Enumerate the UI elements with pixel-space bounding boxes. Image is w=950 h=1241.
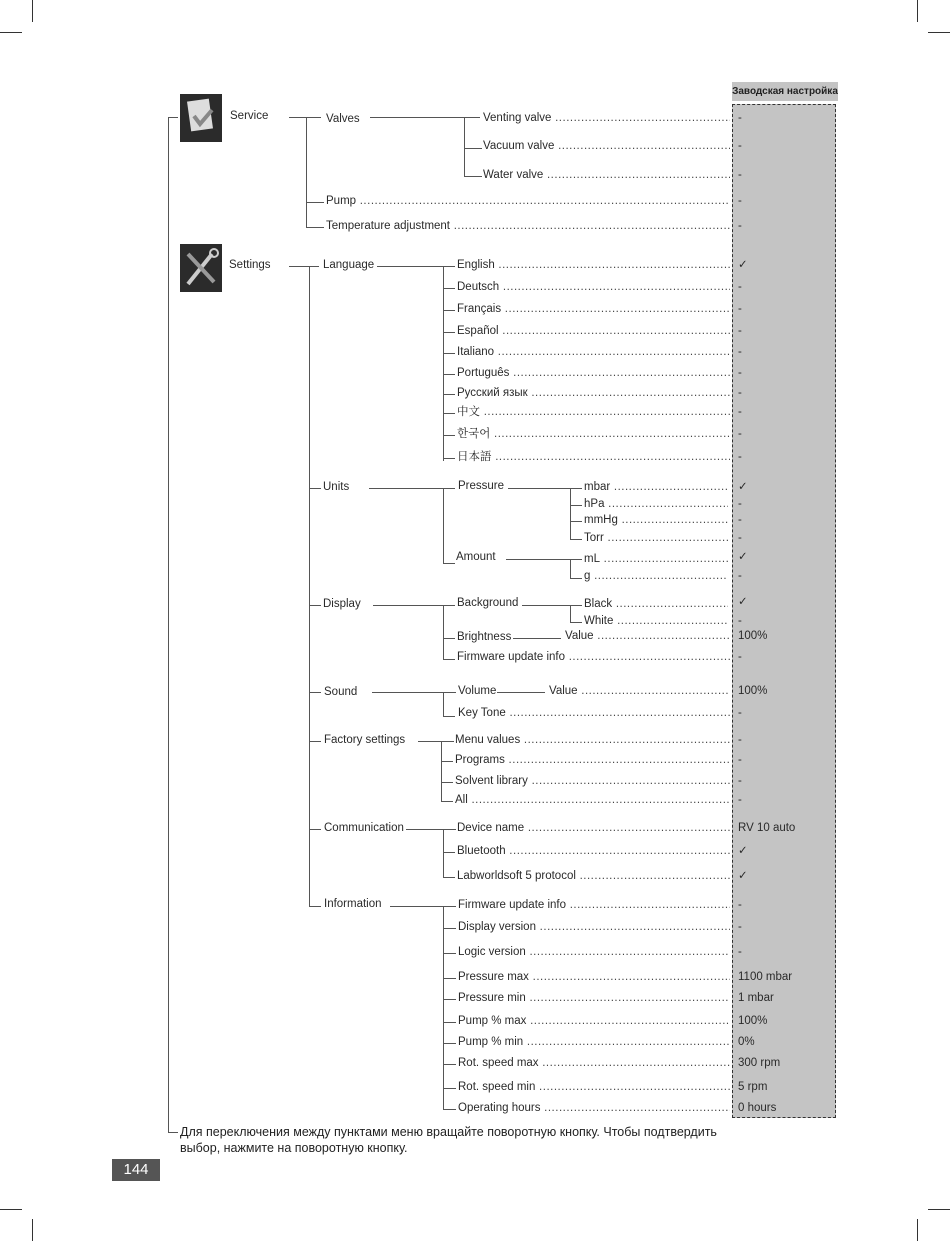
vacuum-valve-label: Vacuum valve ..... (483, 139, 730, 153)
information-item-value: 5 rpm (738, 1081, 768, 1093)
tree-line (309, 692, 321, 693)
background-white-value: - (738, 615, 742, 627)
tree-line (443, 928, 456, 929)
language-option-value: - (738, 303, 742, 315)
information-item-value: 0 hours (738, 1102, 777, 1114)
tree-line (443, 999, 456, 1000)
tree-line (443, 353, 455, 354)
pressure-unit-label: Torr ..... (584, 531, 728, 545)
tree-line (441, 761, 453, 762)
crop-mark (32, 0, 33, 22)
background-black-value: ✓ (738, 596, 748, 608)
tree-line (443, 394, 455, 395)
crop-mark (928, 1209, 950, 1210)
tree-line (443, 1043, 456, 1044)
communication-item-label: Labworldsoft 5 protocol ..... (457, 869, 730, 883)
pressure-unit-value: - (738, 514, 742, 526)
menu-background: Background (457, 597, 519, 609)
tree-line (443, 458, 455, 459)
menu-information: Information (324, 898, 382, 910)
language-option-value: - (738, 428, 742, 440)
pump-label: Pump ..... (326, 194, 730, 208)
tree-line (443, 374, 455, 375)
tree-line (443, 332, 455, 333)
factory-item-label: Programs ..... (455, 753, 730, 767)
venting-valve-value: - (738, 112, 742, 124)
tree-line (443, 829, 455, 830)
tree-line (570, 578, 582, 579)
language-option-label: English ..... (457, 258, 730, 272)
menu-amount: Amount (456, 551, 496, 563)
tree-line (441, 741, 442, 802)
tree-line (441, 782, 453, 783)
key-tone-value: - (738, 707, 742, 719)
tree-line (443, 1022, 456, 1023)
tree-line (443, 659, 455, 660)
tree-line (513, 638, 561, 639)
tree-line (443, 266, 444, 461)
menu-factory-settings: Factory settings (324, 734, 406, 746)
language-option-value: - (738, 387, 742, 399)
communication-item-value: ✓ (738, 845, 748, 857)
tree-line (570, 622, 582, 623)
tree-line (443, 692, 444, 716)
water-valve-value: - (738, 169, 742, 181)
language-option-value: ✓ (738, 259, 748, 271)
footer-line-1: Для переключения между пунктами меню вращайте поворотную кнопку. Чтобы подтвердить (180, 1125, 717, 1139)
tree-line (443, 413, 455, 414)
background-black-label: Black ..... (584, 597, 728, 611)
vacuum-valve-value: - (738, 140, 742, 152)
tree-line (464, 148, 482, 149)
tree-line (168, 117, 169, 1133)
venting-valve-label: Venting valve ..... (483, 111, 730, 125)
crop-mark (0, 32, 22, 33)
clipboard-check-icon (180, 94, 222, 142)
information-item-value: 1100 mbar (738, 971, 793, 983)
language-option-label: Italiano ..... (457, 345, 730, 359)
water-valve-label: Water valve ..... (483, 168, 730, 182)
information-item-label: Pressure max ..... (458, 970, 730, 984)
communication-item-value: ✓ (738, 870, 748, 882)
tree-line (443, 288, 455, 289)
menu-display: Display (323, 598, 361, 610)
menu-units: Units (323, 481, 350, 493)
language-option-label: Português ..... (457, 366, 730, 380)
tree-line (443, 877, 455, 878)
tree-line (443, 638, 455, 639)
brightness-value: 100% (738, 630, 768, 642)
pressure-unit-value: - (738, 498, 742, 510)
language-option-label: Español ..... (457, 324, 730, 338)
tree-line (464, 117, 465, 177)
menu-pressure: Pressure (458, 480, 505, 492)
tree-line (497, 692, 545, 693)
tree-line (522, 605, 582, 606)
tree-line (570, 521, 582, 522)
tree-line (443, 605, 444, 659)
language-option-value: - (738, 325, 742, 337)
pressure-unit-label: hPa ..... (584, 497, 728, 511)
factory-item-label: Solvent library ..... (455, 774, 730, 788)
information-item-value: - (738, 921, 742, 933)
information-item-label: Display version ..... (458, 920, 730, 934)
temperature-adjustment-value: - (738, 220, 742, 232)
tree-line (443, 563, 455, 564)
tree-line (443, 829, 444, 878)
information-item-value: 100% (738, 1015, 768, 1027)
volume-value: 100% (738, 685, 768, 697)
language-option-value: - (738, 281, 742, 293)
tree-line (168, 117, 178, 118)
tree-line (443, 1088, 456, 1089)
tree-line (306, 117, 307, 227)
tree-line (443, 310, 455, 311)
factory-item-label: Menu values ..... (455, 733, 730, 747)
tree-line (306, 227, 324, 228)
crop-mark (917, 0, 918, 22)
information-item-label: Pressure min ..... (458, 991, 730, 1005)
factory-setting-column (732, 104, 836, 1118)
tree-line (443, 1064, 456, 1065)
menu-volume: Volume (458, 685, 497, 697)
language-option-label: Deutsch ..... (457, 280, 730, 294)
crop-mark (32, 1219, 33, 1241)
footer-line-2: выбор, нажмите на поворотную кнопку. (180, 1141, 408, 1155)
tree-line (306, 202, 324, 203)
tree-line (309, 266, 310, 906)
wrench-screwdriver-icon (180, 244, 222, 292)
tree-line (309, 906, 321, 907)
tree-line (443, 435, 455, 436)
tree-line (570, 505, 582, 506)
tree-line (443, 716, 455, 717)
information-item-label: Firmware update info ..... (458, 898, 730, 912)
tree-line (441, 741, 453, 742)
communication-item-label: Bluetooth ..... (457, 844, 730, 858)
volume-value-label: Value ..... (549, 684, 730, 698)
factory-item-value: - (738, 794, 742, 806)
crop-mark (928, 32, 950, 33)
amount-g-label: g ..... (584, 569, 728, 583)
tree-line (443, 852, 455, 853)
tree-line (309, 488, 321, 489)
amount-g-value: - (738, 570, 742, 582)
pressure-unit-label: mbar ..... (584, 480, 728, 494)
temperature-adjustment-label: Temperature adjustment ..... (326, 219, 730, 233)
pressure-unit-value: ✓ (738, 481, 748, 493)
tree-line (443, 1109, 456, 1110)
information-item-value: 0% (738, 1036, 755, 1048)
pressure-unit-value: - (738, 532, 742, 544)
tree-line (443, 266, 455, 267)
pressure-unit-label: mmHg ..... (584, 513, 728, 527)
information-item-label: Pump % min ..... (458, 1035, 730, 1049)
factory-item-value: - (738, 754, 742, 766)
menu-valves: Valves (326, 113, 360, 125)
factory-item-value: - (738, 734, 742, 746)
tree-line (570, 539, 582, 540)
communication-item-label: Device name ..... (457, 821, 730, 835)
language-option-label: 日本語 ..... (457, 450, 730, 464)
crop-mark (0, 1209, 22, 1210)
key-tone-label: Key Tone ..... (458, 706, 730, 720)
section-settings: Settings (229, 259, 271, 271)
tree-line (309, 605, 321, 606)
information-item-value: - (738, 946, 742, 958)
information-item-label: Pump % max ..... (458, 1014, 730, 1028)
background-white-label: White ..... (584, 614, 728, 628)
amount-ml-value: ✓ (738, 551, 748, 563)
tree-line (289, 266, 319, 267)
tree-line (289, 117, 321, 118)
factory-setting-column-header: Заводская настройка (732, 82, 838, 101)
tree-line (443, 488, 444, 563)
menu-language: Language (323, 259, 375, 271)
tree-line (309, 829, 321, 830)
factory-item-label: All ..... (455, 793, 730, 807)
language-option-value: - (738, 406, 742, 418)
menu-sound: Sound (324, 686, 358, 698)
factory-item-value: - (738, 775, 742, 787)
tree-line (570, 559, 571, 578)
menu-communication: Communication (324, 822, 404, 834)
tree-line (168, 1132, 178, 1133)
language-option-label: 中文 ..... (457, 405, 730, 419)
footer-note (180, 1124, 717, 1156)
language-option-label: 한국어 ..... (457, 427, 730, 441)
section-service: Service (230, 110, 269, 122)
language-option-value: - (738, 367, 742, 379)
information-item-value: - (738, 899, 742, 911)
crop-mark (917, 1219, 918, 1241)
information-item-label: Logic version ..... (458, 945, 730, 959)
language-option-label: Français ..... (457, 302, 730, 316)
information-item-label: Rot. speed min ..... (458, 1080, 730, 1094)
tree-line (443, 906, 456, 907)
tree-line (309, 741, 321, 742)
information-item-value: 300 rpm (738, 1057, 781, 1069)
language-option-value: - (738, 346, 742, 358)
language-option-value: - (738, 451, 742, 463)
display-firmware-info-label: Firmware update info ..... (457, 650, 730, 664)
menu-brightness: Brightness (457, 631, 512, 643)
amount-ml-label: mL ..... (584, 552, 728, 566)
page-number: 144 (112, 1159, 160, 1181)
display-firmware-info-value: - (738, 651, 742, 663)
tree-line (570, 488, 571, 540)
tree-line (570, 605, 571, 622)
information-item-value: 1 mbar (738, 992, 774, 1004)
pump-value: - (738, 195, 742, 207)
tree-line (443, 953, 456, 954)
tree-line (570, 488, 582, 489)
tree-line (441, 801, 453, 802)
brightness-value-label: Value ..... (565, 629, 730, 643)
language-option-label: Русский язык ..... (457, 386, 730, 400)
tree-line (443, 978, 456, 979)
information-item-label: Operating hours ..... (458, 1101, 730, 1115)
tree-line (443, 906, 444, 1109)
information-item-label: Rot. speed max ..... (458, 1056, 730, 1070)
tree-line (464, 176, 482, 177)
communication-item-value: RV 10 auto (738, 822, 796, 834)
